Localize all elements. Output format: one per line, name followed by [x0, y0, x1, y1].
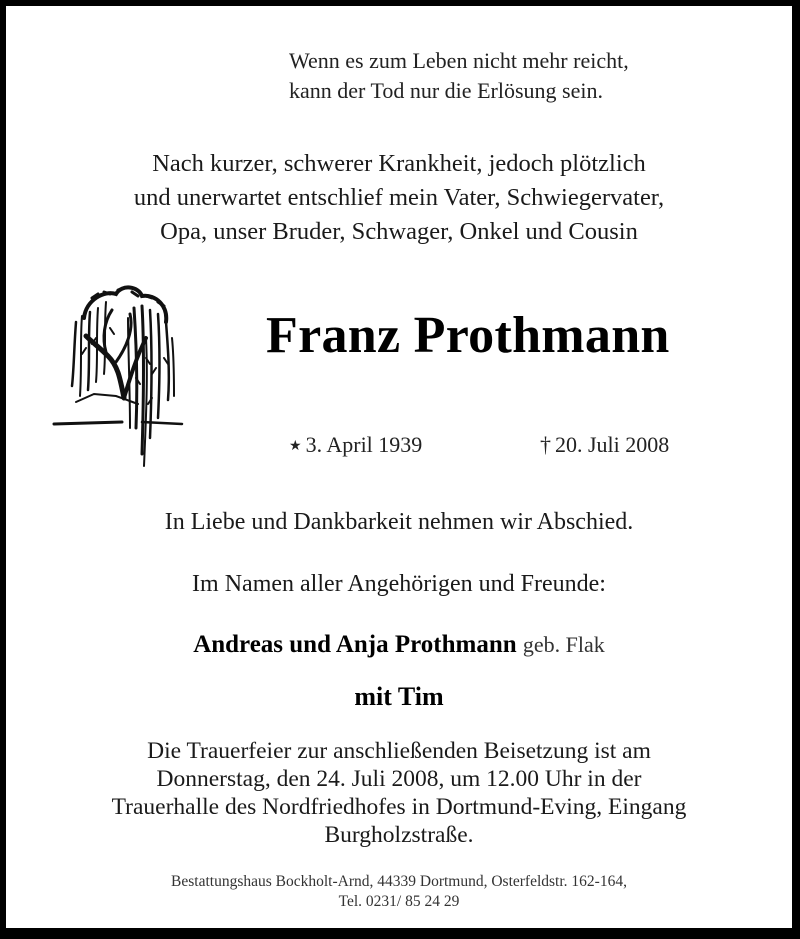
death-date-text: 20. Juli 2008: [555, 432, 670, 457]
intro-line: Opa, unser Bruder, Schwager, Onkel und Cousin: [160, 218, 638, 245]
obituary-notice: [6, 6, 792, 928]
footer-line: Tel. 0231/ 85 24 29: [338, 893, 460, 910]
funeral-service-info: [6, 737, 792, 849]
motto-quote: [289, 46, 629, 106]
intro-line: und unerwartet entschlief mein Vater, Schwiegervater,: [133, 184, 665, 211]
motto-line: Wenn es zum Leben nicht mehr reicht,: [289, 48, 629, 73]
birth-date: [289, 432, 422, 458]
cross-icon: †: [540, 432, 551, 457]
family-intro: Im Namen aller Angehörigen und Freunde:: [192, 571, 606, 597]
funeral-home-footer: [6, 872, 792, 912]
motto-line: kann der Tod nur die Erlösung sein.: [289, 78, 603, 103]
farewell-text: In Liebe und Dankbarkeit nehmen wir Abschied.: [164, 509, 634, 535]
service-line: Trauerhalle des Nordfriedhofes in Dortmund-Eving, Eingang: [111, 794, 687, 820]
star-icon: ★: [289, 439, 302, 454]
maiden-name: geb. Flak: [522, 632, 605, 657]
mourner-names: Andreas und Anja Prothmann: [193, 631, 517, 658]
death-date: [540, 432, 669, 458]
service-line: Burgholzstraße.: [324, 822, 474, 848]
service-line: Donnerstag, den 24. Juli 2008, um 12.00 Uhr in der: [156, 766, 642, 792]
intro-text: [6, 147, 792, 249]
birth-date-text: 3. April 1939: [305, 432, 423, 457]
intro-line: Nach kurzer, schwerer Krankheit, jedoch plötzlich: [152, 150, 646, 177]
deceased-name: Franz Prothmann: [266, 307, 670, 364]
footer-line: Bestattungshaus Bockholt-Arnd, 44339 Dortmund, Osterfeldstr. 162-164,: [171, 873, 627, 890]
family-with: mit Tim: [354, 682, 444, 711]
service-line: Die Trauerfeier zur anschließenden Beisetzung ist am: [147, 738, 651, 764]
family-names: [6, 631, 792, 659]
weeping-willow-icon: [46, 278, 186, 468]
